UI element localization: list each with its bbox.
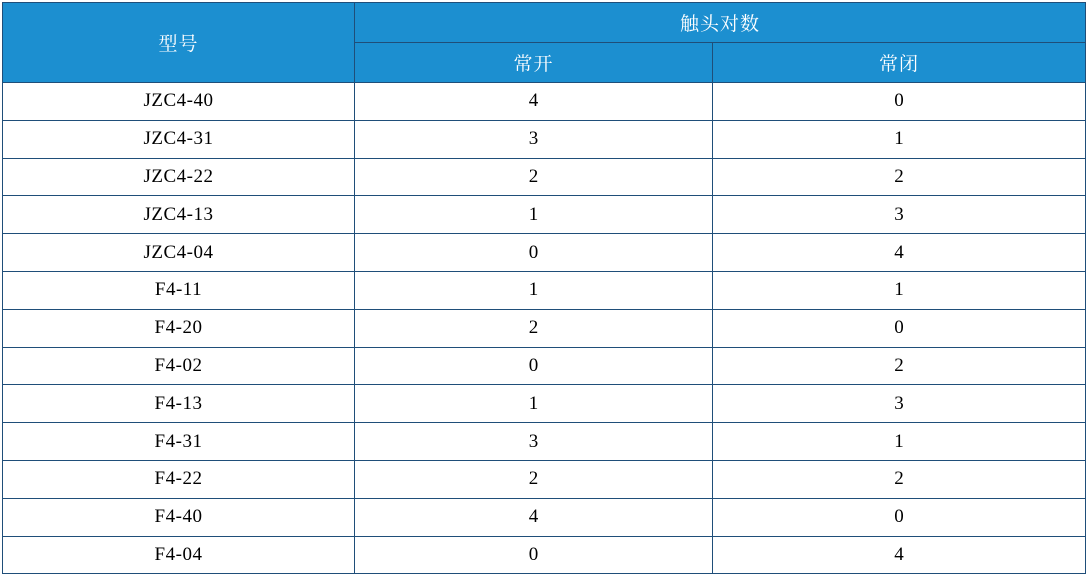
cell-normally-closed: 3 [713, 196, 1086, 234]
cell-normally-open: 0 [355, 347, 713, 385]
cell-normally-closed: 4 [713, 234, 1086, 272]
table-row [3, 536, 1086, 574]
cell-normally-open: 1 [355, 385, 713, 423]
cell-normally-closed: 1 [713, 423, 1086, 461]
cell-normally-open: 3 [355, 120, 713, 158]
cell-normally-open: 4 [355, 83, 713, 121]
contact-pairs-table [2, 2, 1086, 574]
table-row [3, 423, 1086, 461]
table-row [3, 158, 1086, 196]
table-row [3, 271, 1086, 309]
table-row [3, 385, 1086, 423]
cell-model: JZC4-31 [3, 120, 355, 158]
cell-normally-open: 2 [355, 460, 713, 498]
table-row [3, 309, 1086, 347]
cell-normally-closed: 2 [713, 347, 1086, 385]
cell-model: JZC4-22 [3, 158, 355, 196]
cell-model: JZC4-13 [3, 196, 355, 234]
cell-normally-open: 2 [355, 158, 713, 196]
cell-normally-open: 2 [355, 309, 713, 347]
cell-normally-closed: 2 [713, 460, 1086, 498]
cell-normally-closed: 0 [713, 309, 1086, 347]
table-row [3, 83, 1086, 121]
table-header-row-1 [3, 3, 1086, 43]
cell-normally-closed: 0 [713, 498, 1086, 536]
table-body [3, 83, 1086, 574]
cell-model: F4-22 [3, 460, 355, 498]
cell-normally-closed: 3 [713, 385, 1086, 423]
header-normally-open: 常开 [355, 43, 713, 83]
table-row [3, 460, 1086, 498]
cell-normally-closed: 0 [713, 83, 1086, 121]
spec-table-container [0, 2, 1087, 568]
table-row [3, 498, 1086, 536]
cell-model: F4-02 [3, 347, 355, 385]
cell-model: F4-11 [3, 271, 355, 309]
cell-model: F4-04 [3, 536, 355, 574]
cell-normally-open: 0 [355, 234, 713, 272]
table-header [3, 3, 1086, 83]
cell-model: JZC4-40 [3, 83, 355, 121]
cell-model: F4-13 [3, 385, 355, 423]
cell-normally-open: 3 [355, 423, 713, 461]
cell-normally-closed: 4 [713, 536, 1086, 574]
cell-model: JZC4-04 [3, 234, 355, 272]
cell-normally-open: 0 [355, 536, 713, 574]
cell-normally-open: 1 [355, 271, 713, 309]
cell-normally-closed: 2 [713, 158, 1086, 196]
cell-normally-open: 1 [355, 196, 713, 234]
cell-normally-closed: 1 [713, 271, 1086, 309]
table-row [3, 234, 1086, 272]
table-row [3, 196, 1086, 234]
cell-normally-open: 4 [355, 498, 713, 536]
cell-normally-closed: 1 [713, 120, 1086, 158]
header-model: 型号 [3, 3, 355, 83]
table-row [3, 120, 1086, 158]
cell-model: F4-20 [3, 309, 355, 347]
cell-model: F4-31 [3, 423, 355, 461]
cell-model: F4-40 [3, 498, 355, 536]
table-row [3, 347, 1086, 385]
header-normally-closed: 常闭 [713, 43, 1086, 83]
header-contact-pairs: 触头对数 [355, 3, 1086, 43]
